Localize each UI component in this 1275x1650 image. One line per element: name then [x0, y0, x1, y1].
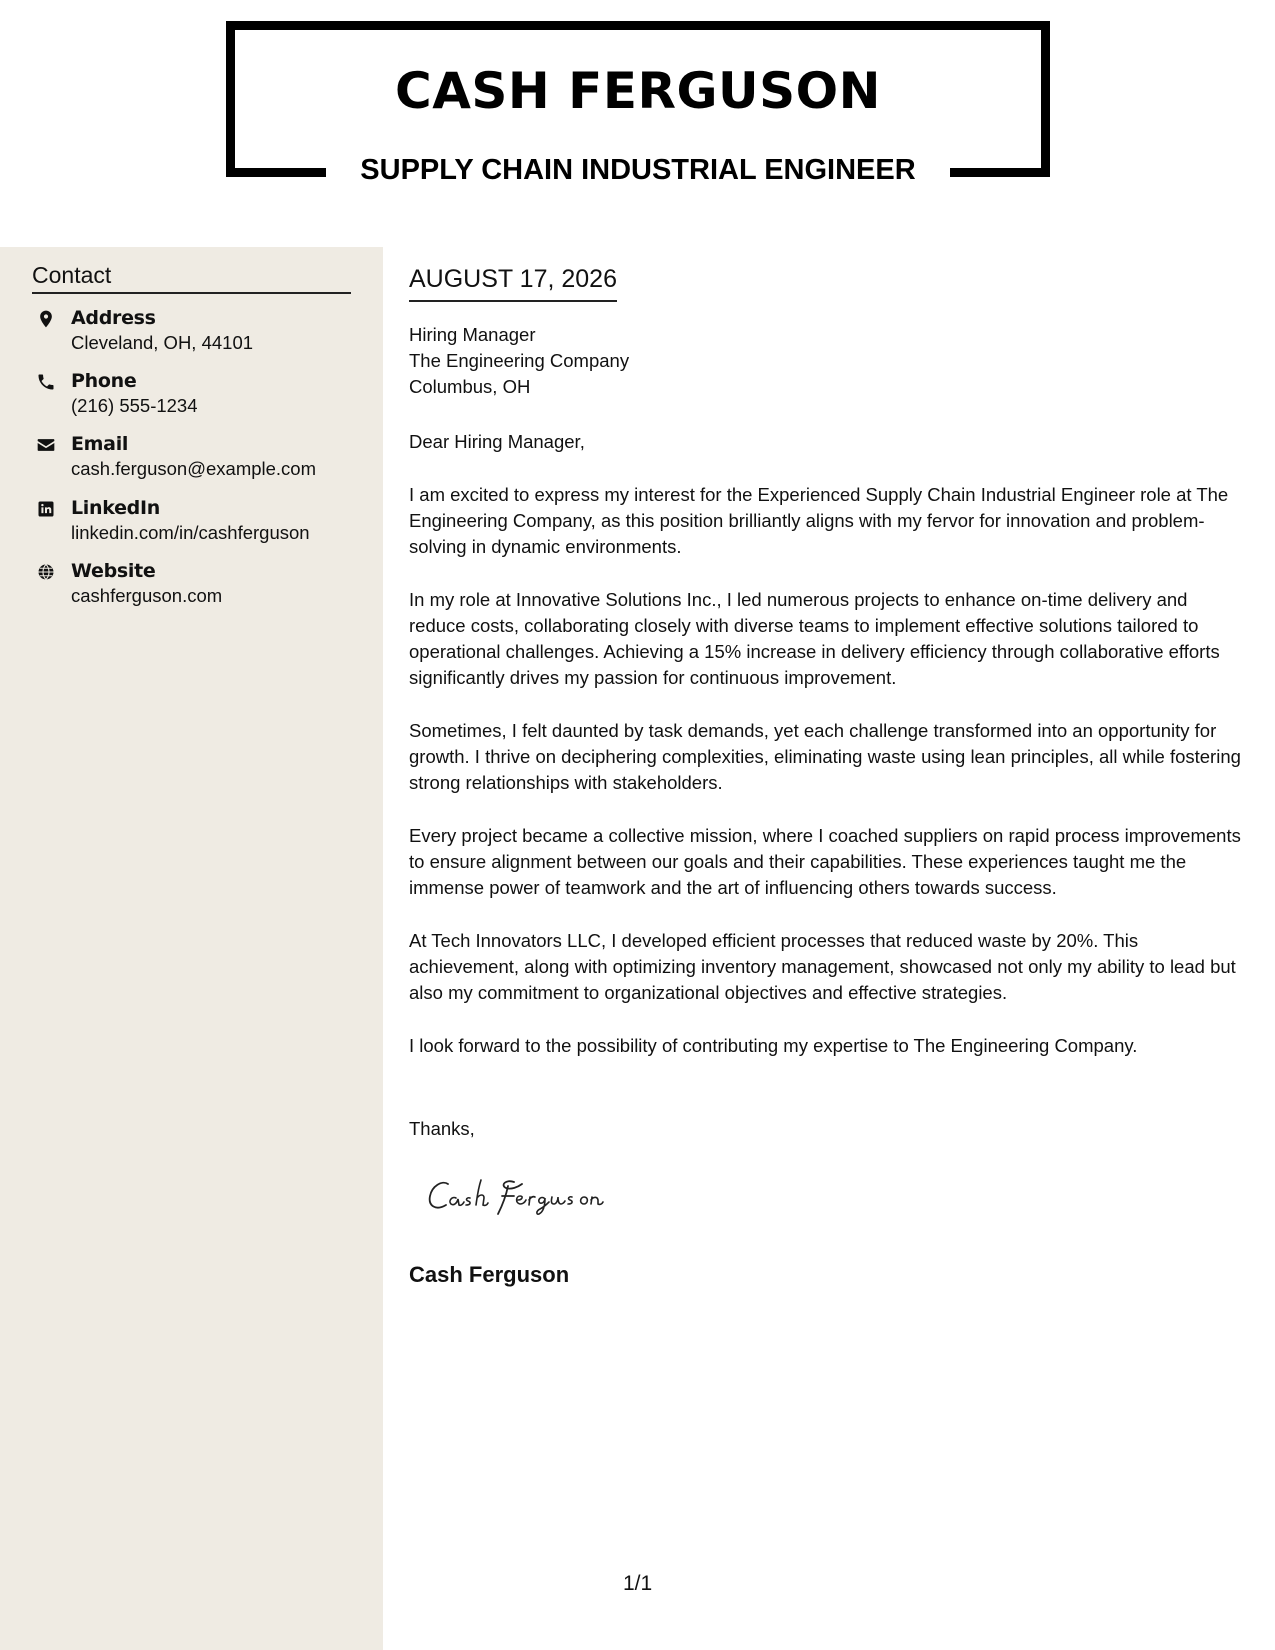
salutation: Dear Hiring Manager, — [409, 431, 585, 452]
linkedin-icon — [36, 499, 56, 519]
page-number: 1/1 — [623, 1572, 653, 1595]
map-pin-icon — [36, 309, 56, 329]
recipient-line: Hiring Manager — [409, 324, 536, 345]
paragraph: At Tech Innovators LLC, I developed efficient processes that reduced waste by 20%. This achievement, along with optimizing inventory management, showcased not only my ability to lead but also my commitment to organizational objectives and effective strategies. — [409, 930, 1236, 1003]
job-title: SUPPLY CHAIN INDUSTRIAL ENGINEER — [360, 154, 916, 186]
contact-label: Phone — [71, 370, 137, 392]
phone-icon — [36, 372, 56, 392]
contact-divider — [32, 292, 351, 294]
paragraph: Sometimes, I felt daunted by task demands, yet each challenge transformed into an opportunity for growth. I thrive on deciphering complexities, eliminating waste using lean principles, all while fostering strong relationships with stakeholders. — [409, 720, 1241, 793]
recipient-line: Columbus, OH — [409, 376, 531, 397]
contact-value: Cleveland, OH, 44101 — [71, 332, 254, 353]
contact-label: Email — [71, 433, 129, 455]
contact-label: Address — [71, 307, 156, 329]
contact-value: (216) 555-1234 — [71, 395, 198, 416]
contact-label: LinkedIn — [71, 497, 160, 519]
frame-bottom-left — [226, 168, 326, 177]
contact-label: Website — [71, 560, 156, 582]
letter-body — [409, 429, 1241, 1086]
paragraph: I look forward to the possibility of contributing my expertise to The Engineering Company. — [409, 1035, 1138, 1056]
contact-value: cashferguson.com — [71, 585, 223, 606]
signed-name: Cash Ferguson — [409, 1262, 570, 1287]
frame-top — [226, 21, 1050, 30]
letter-date: AUGUST 17, 2026 — [409, 265, 617, 302]
contact-heading: Contact — [32, 262, 112, 288]
envelope-icon — [36, 435, 56, 455]
recipient-line: The Engineering Company — [409, 350, 630, 371]
globe-icon — [36, 562, 56, 582]
closing: Thanks, — [409, 1118, 475, 1139]
handwritten-signature — [426, 1172, 656, 1222]
paragraph: In my role at Innovative Solutions Inc., I led numerous projects to enhance on-time delivery and reduce costs, collaborating closely with diverse teams to implement effective solutions tailored to operational challenges. Achieving a 15% increase in delivery efficiency through collaborative efforts significantly drives my passion for continuous improvement. — [409, 589, 1220, 688]
contact-value: linkedin.com/in/cashferguson — [71, 522, 310, 543]
paragraph: Every project became a collective mission, where I coached suppliers on rapid process improvements to ensure alignment between our goals and their capabilities. These experiences taught me the immense power of teamwork and the art of influencing others towards success. — [409, 825, 1241, 898]
contact-value: cash.ferguson@example.com — [71, 458, 317, 479]
paragraph: I am excited to express my interest for the Experienced Supply Chain Industrial Engineer role at The Engineering Company, as this position brilliantly aligns with my fervor for innovation and problem-solving in dynamic environments. — [409, 484, 1229, 557]
applicant-name: CASH FERGUSON — [395, 62, 881, 120]
recipient-block — [409, 322, 629, 400]
frame-bottom-right — [950, 168, 1050, 177]
